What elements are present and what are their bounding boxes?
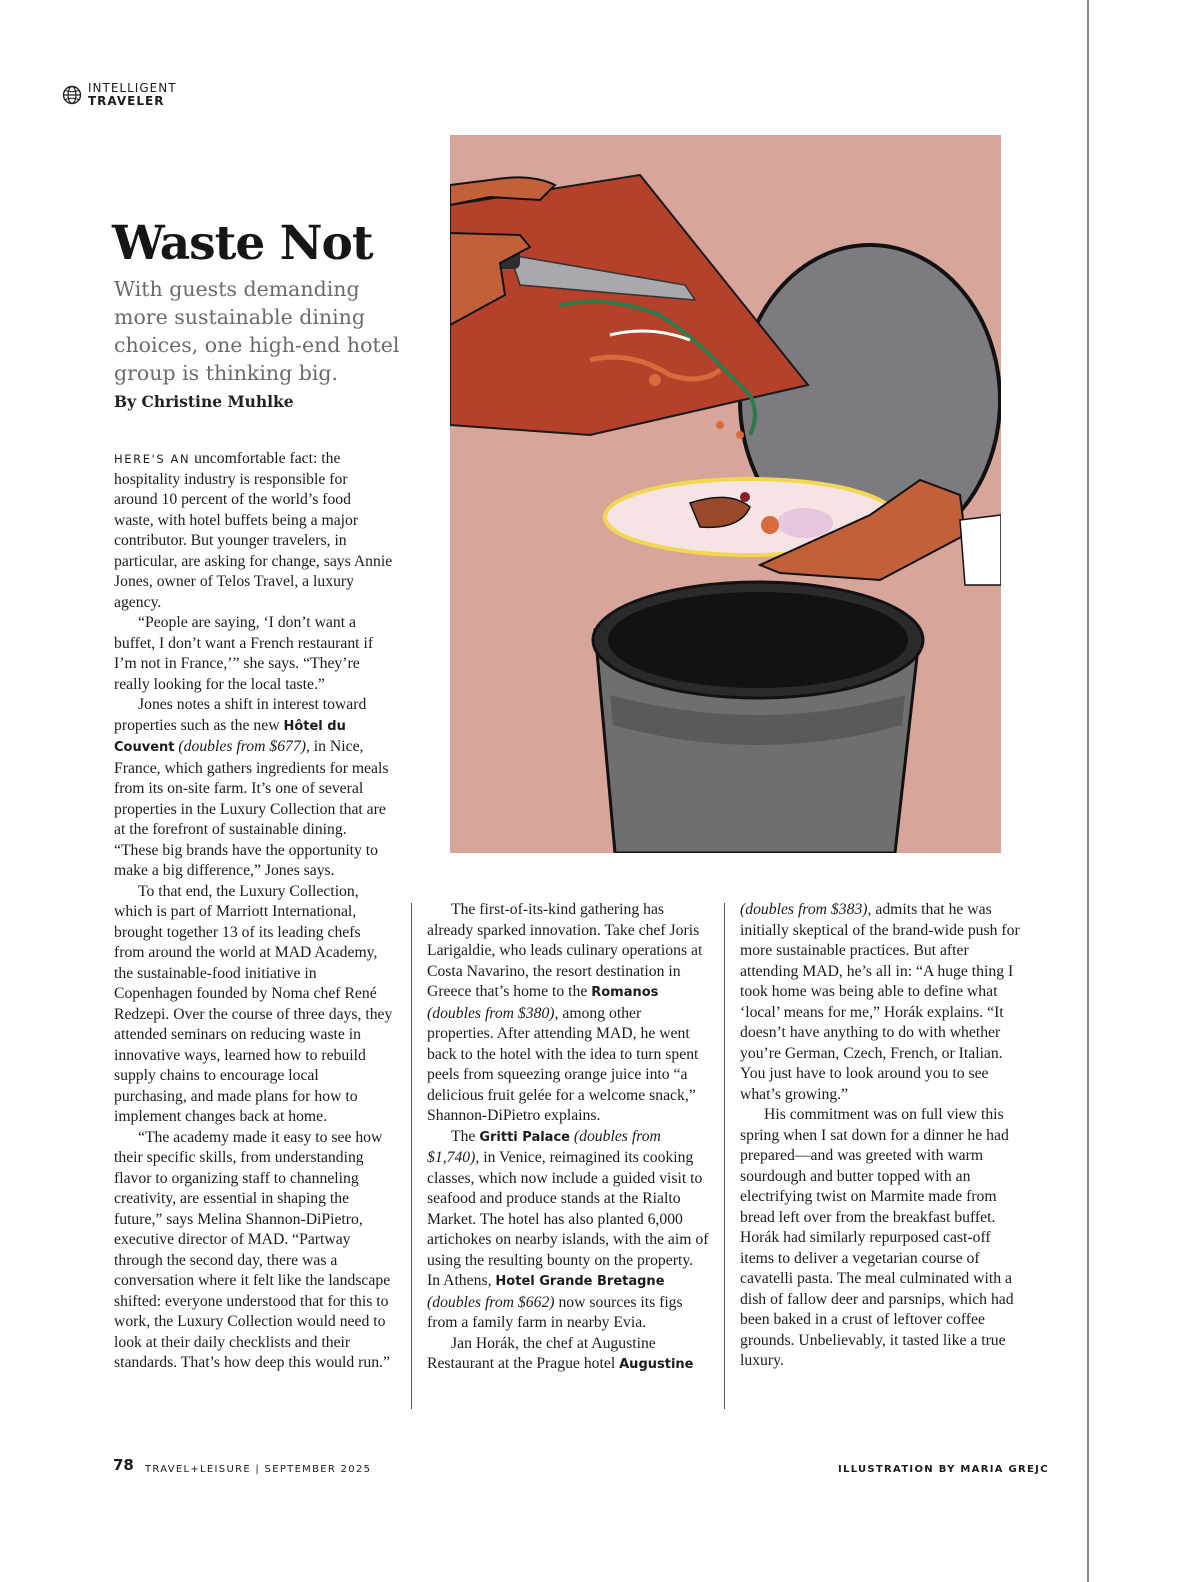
hotel-name: Hotel Grande Bretagne (495, 1274, 665, 1289)
section-label-line2: TRAVELER (88, 94, 165, 108)
illustration (450, 135, 1001, 853)
hotel-name: Romanos (591, 985, 659, 1000)
hotel-name: Augustine (619, 1357, 694, 1372)
dek: With guests demanding more sustainable dining choices, one high-end hotel group is thinking big. (114, 277, 400, 385)
publication-line: TRAVEL+LEISURE | SEPTEMBER 2025 (145, 1464, 372, 1475)
paragraph: “People are saying, ‘I don’t want a buffet, I don’t want a French restaurant if I’m not in France,’” she says. “They’re really looking for the local taste.” (114, 614, 374, 693)
column-rule (724, 903, 725, 1409)
body-column-3 (740, 900, 1020, 1372)
paragraph: The first-of-its-kind gathering has already sparked innovation. Take chef Joris Larigaldie, who leads culinary operations at Costa Navarino, the resort destination in Greece that’s home to the Romanos (doubles from $380), among other properties. After attending MAD, he went back to the hotel with the idea to turn spent peels from squeezing orange juice into “a delicious fruit gelée for a welcome snack,” Shannon-DiPietro explains. (427, 901, 703, 1124)
price-note: (doubles from $677), (174, 738, 310, 755)
page-number: 78 (113, 1456, 134, 1474)
paragraph: Jones notes a shift in interest toward properties such as the new Hôtel du Couvent (doubles from $677), in Nice, France, which gathers ingredients for meals from its on-site farm. It’s one of several properties in the Luxury Collection that are at the forefront of sustainable dining. “These big brands have the opportunity to make a big difference,” Jones says. (114, 696, 389, 879)
food-waste-illustration (450, 135, 1001, 853)
illustration-credit: ILLUSTRATION BY MARIA GREJC (838, 1464, 1049, 1475)
headline: Waste Not (112, 216, 373, 271)
price-note: (doubles from $380), (427, 1004, 559, 1022)
body-column-2 (427, 900, 709, 1376)
paragraph: To that end, the Luxury Collection, which is part of Marriott International, brought together 13 of its leading chefs from around the world at MAD Academy, the sustainable-food initiative in Copenhagen founded by Noma chef René Redzepi. Over the course of three days, they attended seminars on reducing waste in innovative ways, learned how to rebuild supply chains to encourage local purchasing, and made plans for how to implement changes back at home. (114, 882, 393, 1125)
byline: By Christine Muhlke (114, 392, 294, 411)
page-edge-line (1087, 0, 1089, 1582)
paragraph: The Gritti Palace (doubles from $1,740), in Venice, reimagined its cooking classes, which now include a guided visit to seafood and produce stands at the Rialto Market. The hotel has also planted 6,000 artichokes on nearby islands, with the aim of using the resulting bounty on the property. In Athens, Hotel Grande Bretagne (doubles from $662) now sources its figs from a family farm in nearby Evia. (427, 1127, 709, 1331)
body-column-1 (114, 449, 394, 1374)
section-tag (62, 82, 177, 108)
price-note: (doubles from $662) (427, 1293, 555, 1311)
lead-in: HERE'S AN (114, 452, 191, 466)
column-rule (411, 903, 412, 1409)
paragraph: His commitment was on full view this spring when I sat down for a dinner he had prepared—and was greeted with warm sourdough and butter topped with an electrifying twist on Marmite made from bread left over from the breakfast buffet. Horák had similarly repurposed cast-off items to deliver a vegetarian course of cavatelli pasta. The meal culminated with a dish of fallow deer and parsnips, which had been baked in a crust of leftover coffee grounds. Unbelievably, it tasted like a true luxury. (740, 1106, 1014, 1369)
price-note: (doubles from $1,740), (427, 1127, 661, 1166)
hotel-name: Hôtel du Couvent (114, 718, 346, 755)
globe-icon (62, 85, 82, 105)
hotel-name: Gritti Palace (479, 1129, 570, 1145)
paragraph: Jan Horák, the chef at Augustine Restaurant at the Prague hotel Augustine (427, 1334, 694, 1372)
price-note: (doubles from $383), (740, 901, 872, 918)
section-label-line1: INTELLIGENT (88, 81, 177, 95)
paragraph: (doubles from $383), admits that he was initially skeptical of the brand-wide push for more sustainable practices. But after attending MAD, he’s all in: “A huge thing I took home was being able to define what ‘local’ means for me,” Horák explains. “It doesn’t have anything to do with whether you’re German, Czech, French, or Italian. You just have to look around you to see what’s growing.” (740, 901, 1020, 1103)
paragraph: HERE'S AN uncomfortable fact: the hospitality industry is responsible for around 10 percent of the world’s food waste, with hotel buffets being a major contributor. But younger travelers, in particular, are asking for change, says Annie Jones, owner of Telos Travel, a luxury agency. (114, 450, 393, 611)
paragraph: “The academy made it easy to see how their specific skills, from understanding flavor to organizing staff to channeling creativity, are essential in shaping the future,” says Melina Shannon-DiPietro, executive director of MAD. “Partway through the second day, there was a conversation where it felt like the landscape shifted: everyone understood that for this to work, the Luxury Collection would need to look at their daily checklists and their standards. That’s how deep this would run.” (114, 1128, 391, 1371)
